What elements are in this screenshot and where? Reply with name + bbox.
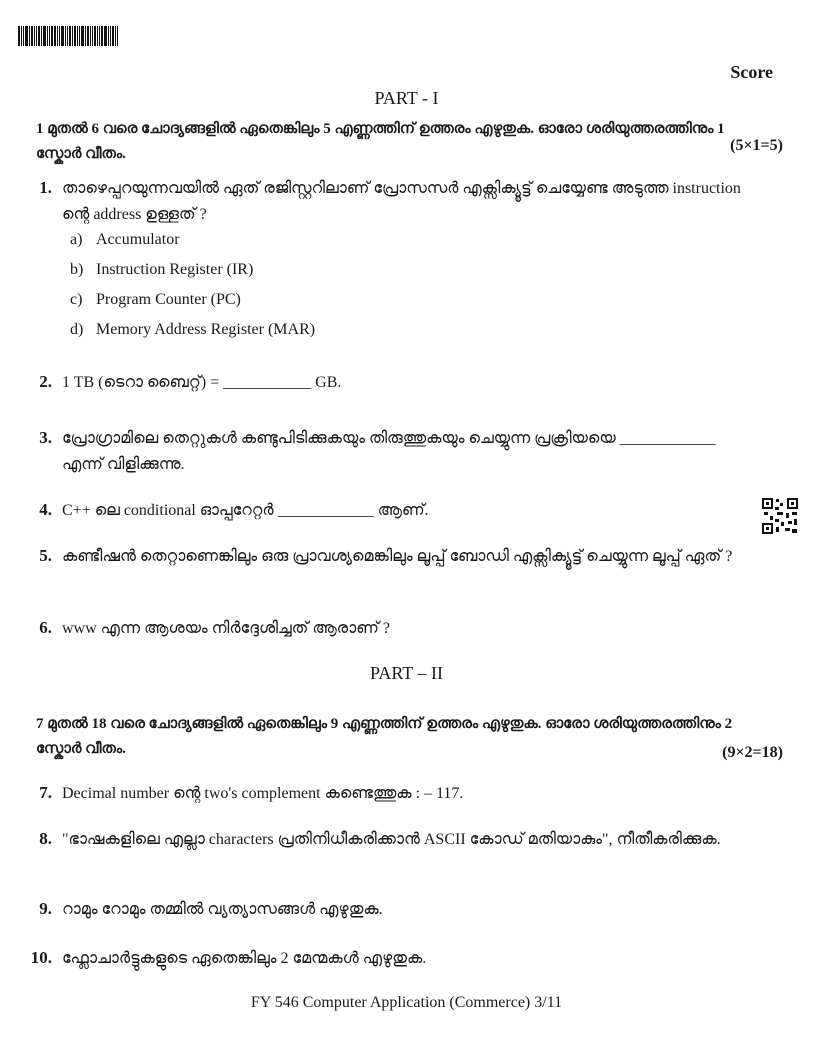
part1-instruction: 1 മുതൽ 6 വരെ ചോദ്യങ്ങളിൽ ഏതെങ്കിലും 5 എണ്ണത്തിന് ഉത്തരം എഴുതുക. ഓരോ ശരിയുത്തരത്തിനും 1 സ്കോർ വീതം.: [36, 121, 725, 162]
question-text: 1 TB (ടെറാ ബൈറ്റ്) = ___________ GB.: [62, 374, 342, 391]
part1-title: PART - I: [374, 88, 439, 108]
question-number: 10.: [30, 948, 52, 967]
question-number: 9.: [39, 899, 52, 918]
question-text: "ഭാഷകളിലെ എല്ലാ characters പ്രതിനിധീകരിക്കാൻ ASCII കോഡ് മതിയാകും", നീതീകരിക്കുക.: [62, 831, 721, 848]
barcode: [18, 26, 130, 46]
qr-code-icon: [761, 497, 799, 535]
question-text: കണ്ടീഷൻ തെറ്റാണെങ്കിലും ഒരു പ്രാവശ്യമെങ്കിലും ലൂപ്പ് ബോഡി എക്സിക്യൂട്ട് ചെയ്യുന്ന ലൂപ്പ് ഏത് ?: [62, 548, 733, 565]
question-number: 8.: [39, 829, 52, 848]
page-footer: FY 546 Computer Application (Commerce) 3/11: [250, 994, 563, 1011]
part1-marks: (5×1=5): [730, 137, 783, 154]
question-text: റാമും റോമും തമ്മിൽ വ്യത്യാസങ്ങൾ എഴുതുക.: [62, 901, 383, 918]
option-a: a) Accumulator: [70, 231, 180, 248]
part2-instruction: 7 മുതൽ 18 വരെ ചോദ്യങ്ങളിൽ ഏതെങ്കിലും 9 എണ്ണത്തിന് ഉത്തരം എഴുതുക. ഓരോ ശരിയുത്തരത്തിനും 2 സ്കോർ വീതം.: [36, 716, 733, 757]
question-number: 6.: [39, 618, 52, 637]
part2-marks: (9×2=18): [722, 744, 783, 761]
question-text: താഴെപ്പറയുന്നവയിൽ ഏത് രജിസ്റ്ററിലാണ് പ്രോസസർ എക്സിക്യൂട്ട് ചെയ്യേണ്ട അടുത്ത instruction ന്റെ address ഉള്ളത് ?: [62, 180, 741, 223]
part2-title: PART – II: [370, 663, 443, 683]
question-text: C++ ലെ conditional ഓപ്പറേറ്റർ ____________ ആണ്.: [62, 502, 429, 519]
question-number: 5.: [39, 546, 52, 565]
score-label: Score: [730, 62, 773, 82]
question-text: ഫ്ലോചാർട്ടുകളുടെ ഏതെങ്കിലും 2 മേന്മകൾ എഴുതുക.: [62, 950, 427, 967]
option-d: d) Memory Address Register (MAR): [70, 321, 316, 338]
question-text: www എന്ന ആശയം നിർദ്ദേശിച്ചത് ആരാണ് ?: [62, 620, 390, 637]
option-b: b) Instruction Register (IR): [70, 261, 254, 278]
option-c: c) Program Counter (PC): [70, 291, 241, 308]
question-text: പ്രോഗ്രാമിലെ തെറ്റുകൾ കണ്ടുപിടിക്കുകയും തിരുത്തുകയും ചെയ്യുന്ന പ്രക്രിയയെ ____________ എന്ന് വിളിക്കുന്നു.: [62, 430, 716, 473]
question-number: 2.: [39, 372, 52, 391]
question-number: 4.: [39, 500, 52, 519]
question-number: 3.: [39, 428, 52, 447]
question-number: 1.: [39, 178, 52, 197]
question-text: Decimal number ന്റെ two's complement കണ്ടെത്തുക : – 117.: [62, 785, 464, 802]
question-number: 7.: [39, 783, 52, 802]
